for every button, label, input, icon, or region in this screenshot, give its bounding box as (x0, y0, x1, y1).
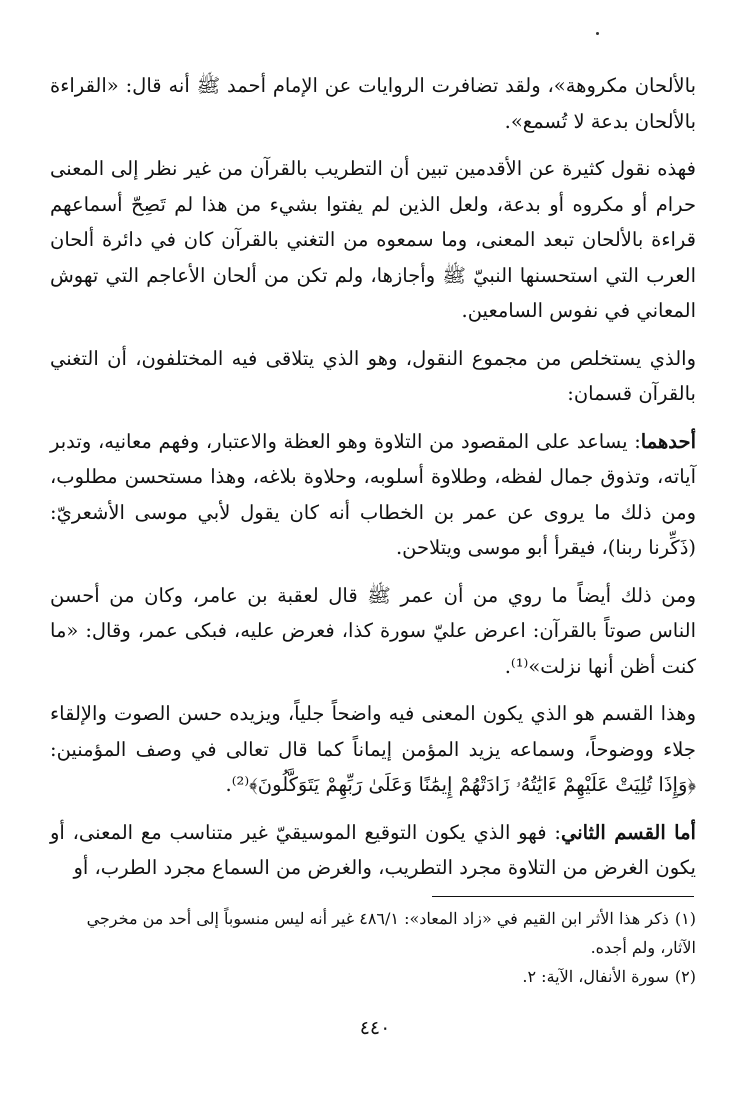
paragraph-7 (50, 815, 696, 886)
paragraph-5 (50, 578, 696, 685)
paragraph-6 (50, 696, 696, 803)
paragraph-7-text: : فهو الذي يكون التوقيع الموسيقيّ غير متناسب مع المعنى، أو يكون الغرض من التلاوة مجرد التطريب، والغرض من السماع مجرد الطرب، أو (50, 820, 696, 879)
footnote-1-number: (١) (674, 909, 696, 928)
footnote-2-text: سورة الأنفال، الآية: ٢. (522, 967, 669, 986)
paragraph-5-text: ومن ذلك أيضاً ما روي من أن عمر ﷺ قال لعقبة بن عامر، وكان من أحسن الناس صوتاً بالقرآن: اعرض عليّ سورة كذا، فعرض عليه، فبكى عمر، وقال: «ما كنت أظن أنها نزلت»⁽¹⁾. (50, 583, 696, 678)
paragraph-6-text: وهذا القسم هو الذي يكون المعنى فيه واضحاً جلياً، ويزيده حسن الصوت والإلقاء جلاء ووضوحاً، وسماعه يزيد المؤمن إيماناً كما قال تعالى في وصف المؤمنين: ﴿وَإِذَا تُلِيَتْ عَلَيْهِمْ ءَايَٰتُهُۥ زَادَتْهُمْ إِيمَٰنًا وَعَلَىٰ رَبِّهِمْ يَتَوَكَّلُونَ﴾⁽²⁾. (50, 702, 696, 796)
paragraph-3 (50, 341, 696, 412)
footnote-divider (432, 896, 694, 897)
paragraph-4 (50, 424, 696, 566)
paragraph-2 (50, 151, 696, 329)
paragraph-2-text: فهذه نقول كثيرة عن الأقدمين تبين أن التطريب بالقرآن من غير نظر إلى المعنى حرام أو مكروه أو بدعة، ولعل الذين لم يفتوا بشيء من هذا لم تَصِحّ أسماعهم قراءة بالألحان تبعد المعنى، وما سمعوه من التغني بالقرآن كان في دائرة ألحان العرب التي استحسنها النبيّ ﷺ وأجازها، ولم تكن من ألحان الأعاجم التي تهوش المعاني في نفوس السامعين. (50, 157, 696, 322)
footnote-2 (50, 962, 696, 991)
paragraph-7-lead: أما القسم الثاني (560, 820, 696, 844)
paragraph-3-text: والذي يستخلص من مجموع النقول، وهو الذي يتلاقى فيه المختلفون، أن التغني بالقرآن قسمان: (50, 346, 696, 405)
footnote-1-text: ذكر هذا الأثر ابن القيم في «زاد المعاد»: ٤٨٦/١ غير أنه ليس منسوباً إلى أحد من مخرجي الآثار، ولم أجده. (86, 909, 696, 957)
paragraph-4-text: : يساعد على المقصود من التلاوة وهو العظة والاعتبار، وفهم معانيه، وتدبر آياته، وتذوق جمال لفظه، وطلاوة أسلوبه، وحلاوة بلاغه، وهذا مستحسن مطلوب، ومن ذلك ما يروى عن عمر بن الخطاب أنه كان يقول لأبي موسى الأشعريّ: (ذَكِّرنا ربنا)، فيقرأ أبو موسى ويتلاحن. (50, 429, 696, 559)
footnote-1 (50, 904, 696, 962)
paragraph-4-lead: أحدهما (640, 429, 696, 453)
footnotes (50, 904, 696, 991)
page-number: ٤٤٠ (359, 1017, 391, 1039)
footnote-2-number: (٢) (674, 967, 696, 986)
ink-dot (596, 32, 599, 35)
paragraph-1 (50, 68, 696, 139)
paragraph-1-text: بالألحان مكروهة»، ولقد تضافرت الروايات عن الإمام أحمد ﷺ أنه قال: «القراءة بالألحان بدعة لا تُسمع». (50, 74, 696, 133)
main-text (50, 68, 696, 898)
